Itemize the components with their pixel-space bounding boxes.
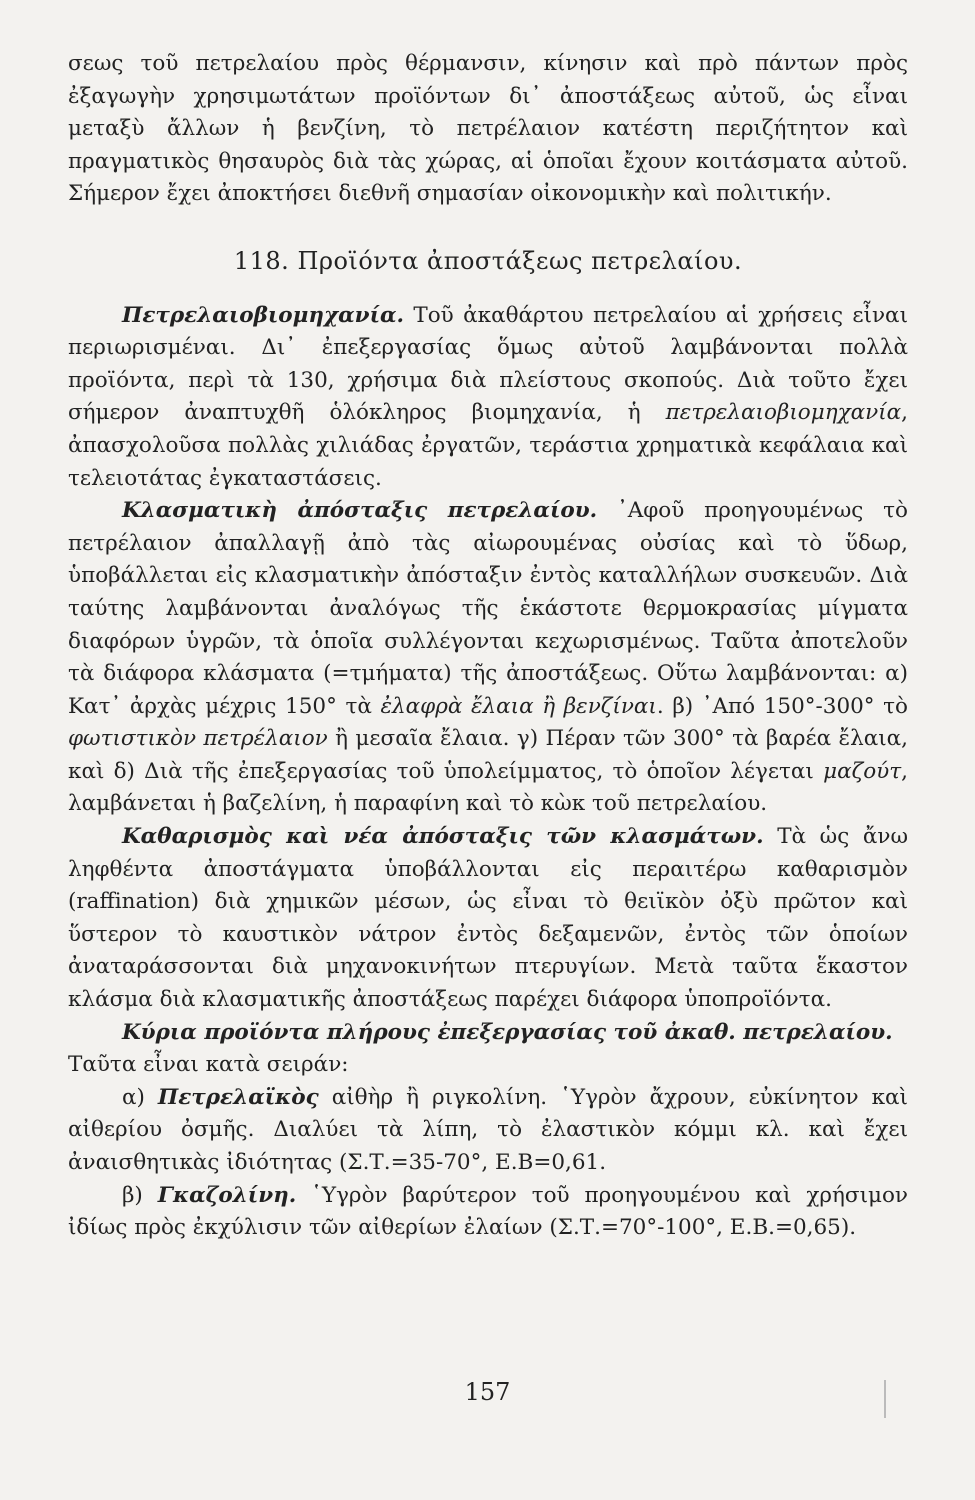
page-number: 157 xyxy=(464,1378,511,1406)
industry-text-1: Τοῦ ἀκαθάρτου πετρελαίου αἱ χρήσεις εἶναι περιωρισμέναι. Δι᾽ ἐπεξεργασίας ὅμως αὐτοῦ λαμβάνονται πολλὰ προϊόντα, περὶ τὰ 130, χρήσιμα διὰ πλείστους σκοπούς. Διὰ τοῦτο ἔχει σήμερον ἀναπτυχθῆ ὁλόκληρος βιομηχανία, ἡ xyxy=(68,302,908,426)
refining-title: Καθαρισμὸς καὶ νέα ἀπόσταξις τῶν κλασμάτων. xyxy=(122,824,764,850)
industry-text-2: , ἀπασχολοῦσα πολλὰς χιλιάδας ἐργατῶν, τεράστια χρηματικὰ κεφάλαια καὶ τελειοτάτας ἐγκαταστάσεις. xyxy=(68,400,908,491)
fractional-term-2: φωτιστικὸν πετρέλαιον xyxy=(68,726,328,752)
margin-mark xyxy=(884,1380,886,1418)
fractional-term-3: μαζούτ xyxy=(823,758,902,784)
product-item-name: Γκαζολίνη. xyxy=(157,1182,297,1208)
product-item-name: Πετρελαϊκὸς xyxy=(157,1084,319,1110)
fractional-text-1: ᾽Αφοῦ προηγουμένως τὸ πετρέλαιον ἀπαλλαγῇ ἀπὸ τὰς αἰωρουμένας οὐσίας καὶ τὸ ὕδωρ, ὑποβάλλεται εἰς κλασματικὴν ἀπόσταξιν ἐντὸς καταλλήλων συσκευῶν. Διὰ ταύτης λαμβάνονται ἀναλόγως τῆς ἑκάστοτε θερμοκρασίας μίγματα διαφόρων ὑγρῶν, τὰ ὁποῖα συλλέγονται κεχωρισμένως. Ταῦτα ἀποτελοῦν τὰ διάφορα κλάσματα (=τμήματα) τῆς ἀποστάξεως. Οὕτω λαμβάνονται: α) Κατ᾽ ἀρχὰς μέχρις 150° τὰ xyxy=(68,498,908,719)
intro-paragraph: σεως τοῦ πετρελαίου πρὸς θέρμανσιν, κίνησιν καὶ πρὸ πάντων πρὸς ἐξαγωγὴν χρησιμωτάτων προϊόντων δι᾽ ἀποστάξεως αὐτοῦ, ὡς εἶναι μεταξὺ ἄλλων ἡ βενζίνη, τὸ πετρέλαιον κατέστη περιζήτητον καὶ πραγματικὸς θησαυρὸς διὰ τὰς χώρας, αἱ ὁποῖαι ἔχουν κοιτάσματα αὐτοῦ. Σήμερον ἔχει ἀποκτήσει διεθνῆ σημασίαν οἰκονομικὴν καὶ πολιτικήν. xyxy=(68,51,908,207)
industry-paragraph xyxy=(68,300,908,496)
fractional-text-2: . β) ᾽Από 150°-300° τὸ xyxy=(656,693,908,719)
fractional-term-1: ἐλαφρὰ ἔλαια ἢ βενζίναι xyxy=(380,693,657,719)
refining-paragraph xyxy=(68,821,908,1017)
page-body xyxy=(68,48,908,1245)
main-products-heading xyxy=(68,1017,908,1050)
industry-term: πετρελαιοβιομηχανία xyxy=(665,400,902,426)
product-item-text: αἰθὴρ ἢ ριγκολίνη. ῾Υγρὸν ἄχρουν, εὐκίνητον καὶ αἰθερίου ὀσμῆς. Διαλύει τὰ λίπη, τὸ ἐλαστικὸν κόμμι κλ. καὶ ἔχει ἀναισθητικὰς ἰδιότητας (Σ.Τ.=35-70°, Ε.Β=0,61. xyxy=(68,1084,908,1175)
fractional-title: Κλασματικὴ ἀπόσταξις πετρελαίου. xyxy=(122,498,598,524)
main-products-lead: Ταῦτα εἶναι κατὰ σειράν: xyxy=(68,1052,349,1078)
main-products-title: Κύρια προϊόντα πλήρους ἐπεξεργασίας τοῦ ἀκαθ. πετρελαίου. xyxy=(122,1019,893,1045)
product-item-marker: α) xyxy=(122,1084,158,1110)
fractional-text-3: ἢ μεσαῖα ἔλαια. γ) Πέραν τῶν 300° τὰ βαρέα ἔλαια, καὶ δ) Διὰ τῆς ἐπεξεργασίας τοῦ ὑπολείμματος, τὸ ὁποῖον λέγεται xyxy=(68,726,908,784)
product-item xyxy=(68,1180,908,1245)
section-heading: 118. Προϊόντα ἀποστάξεως πετρελαίου. xyxy=(233,246,743,275)
product-item-text: ῾Υγρὸν βαρύτερον τοῦ προηγουμένου καὶ χρήσιμον ἰδίως πρὸς ἐκχύλισιν τῶν αἰθερίων ἐλαίων (Σ.Τ.=70°-100°, Ε.Β.=0,65). xyxy=(68,1182,908,1241)
refining-text: Τὰ ὡς ἄνω ληφθέντα ἀποστάγματα ὑποβάλλονται εἰς περαιτέρω καθαρισμὸν (raffination) διὰ χημικῶν μέσων, ὡς εἶναι τὸ θειϊκὸν ὀξὺ πρῶτον καὶ ὕστερον τὸ καυστικὸν νάτρον ἐντὸς δεξαμενῶν, ἐντὸς τῶν ὁποίων ἀναταράσσονται διὰ μηχανοκινήτων πτερυγίων. Μετὰ ταῦτα ἕκαστον κλάσμα διὰ κλασματικῆς ἀποστάξεως παρέχει διάφορα ὑποπροϊόντα. xyxy=(68,824,908,1013)
fractional-paragraph xyxy=(68,495,908,821)
fractional-text-4: , λαμβάνεται ἡ βαζελίνη, ἡ παραφίνη καὶ τὸ κὼκ τοῦ πετρελαίου. xyxy=(68,758,908,817)
industry-title: Πετρελαιοβιομηχανία. xyxy=(122,302,405,328)
product-item xyxy=(68,1082,908,1180)
product-item-marker: β) xyxy=(122,1182,158,1208)
